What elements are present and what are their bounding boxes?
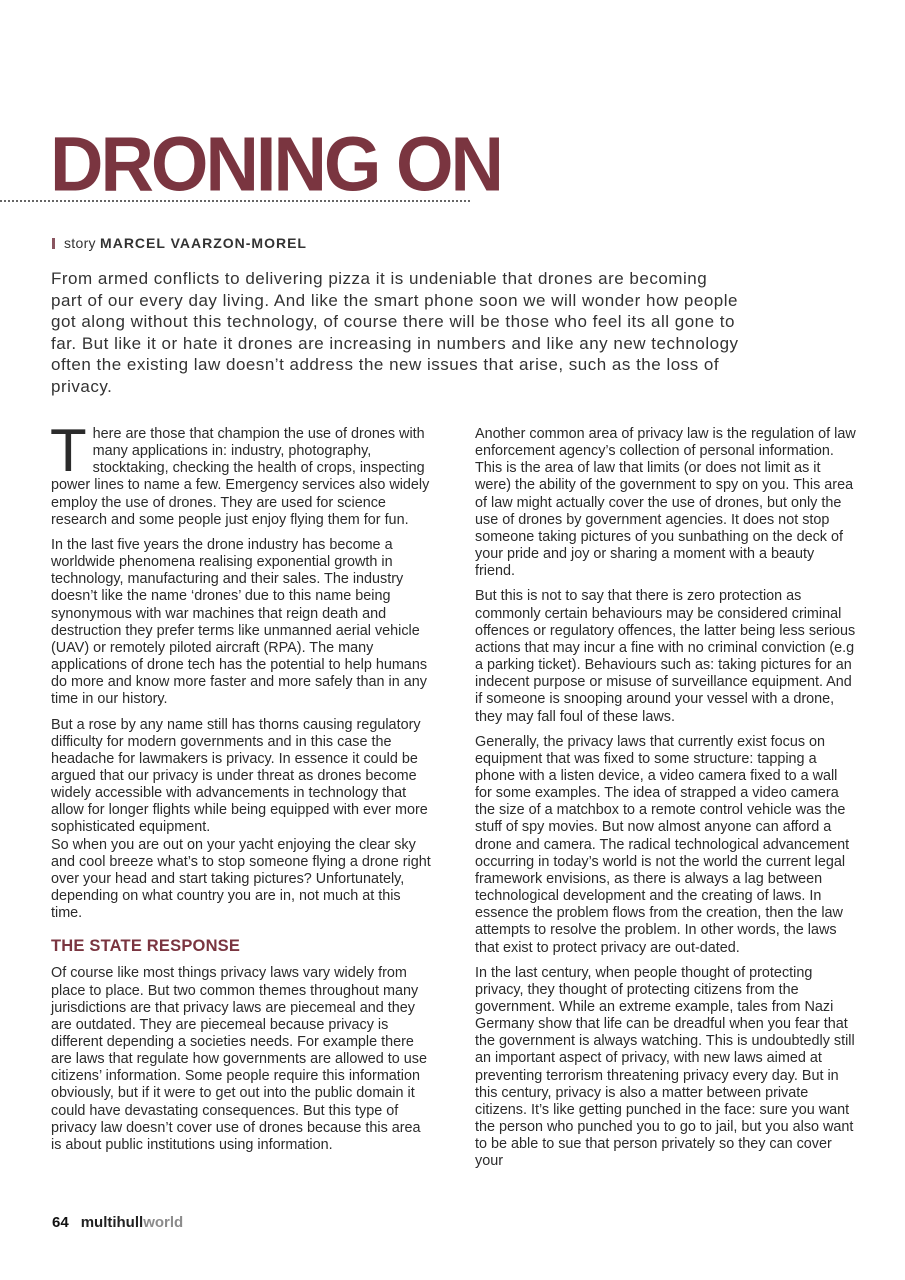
byline-prefix: story — [64, 235, 96, 251]
left-paragraph-1 — [50, 417, 433, 529]
title-dotted-rule — [0, 200, 470, 202]
byline — [52, 235, 307, 251]
article-title: DRONING ON — [50, 120, 501, 208]
brand-bold: multihull — [80, 1214, 144, 1231]
right-paragraph-3: Generally, the privacy laws that currently exist focus on equipment that was fixed to some structure: tapping a phone with a listen device, a video camera fixed to a wall for some examples. The idea of strapped a video camera the size of a matchbox to a remote control vehicle was the stuff of spy movies. But now almost anyone can afford a drone and camera. The radical technological advancement occurring in today’s world is not the world the current legal framework envisions, as there is always a lag between technological development and the creating of laws. In essence the problem flows from the creation, then the law attempts to resolve the problem. In other words, the laws that exist to protect privacy are out-dated. — [475, 733, 850, 956]
right-paragraph-1: Another common area of privacy law is the regulation of law enforcement agency’s collection of personal information. This is the area of law that limits (or does not limit as it were) the ability of the government to spy on you. This area of law might actually cover the use of drones, but only the use of drones by government agencies. It does not stop someone taking pictures of you sunbathing on the deck of your pride and joy or sharing a moment with a beauty friend. — [475, 426, 856, 580]
right-paragraph-2: But this is not to say that there is zero protection as commonly certain behaviours may be considered criminal offences or regulatory offences, the latter being less serious actions that may incur a fine with no criminal conviction (e.g a parking ticket). Behaviours such as: taking pictures for an indecent purpose or misuse of surveillance equipment. And if someone is snooping around your vessel with a drone, they may fall foul of these laws. — [475, 588, 856, 725]
right-paragraph-4: In the last century, when people thought of protecting privacy, they thought of protecting citizens from the government. While an extreme example, tales from Nazi Germany show that life can be dreadful when you fear that the government is always watching. This is undoubtedly still an important aspect of privacy, with new laws aimed at preventing terrorism threatening privacy every day. But in this century, privacy is also a matter between private citizens. It’s like getting punched in the face: sure you want the person who punched you to go to jail, but you also want to be able to sue that person privately so they can cover your — [475, 964, 855, 1170]
left-paragraph-5: Of course like most things privacy laws vary widely from place to place. But two common themes throughout many jurisdictions are that privacy laws are piecemeal and they are outdated. They are piecemeal because privacy is different depending a societies needs. For example there are laws that regulate how governments are allowed to use citizens’ information. Some people require this information obviously, but if it were to get out into the public domain it could have devastating consequences. But this type of privacy law doesn’t cover use of drones because this area is about public institutions using information. — [51, 965, 427, 1153]
left-column — [50, 417, 433, 1162]
intro-paragraph: From armed conflicts to delivering pizza it is undeniable that drones are becoming part of our every day living. And like the smart phone soon we will wonder how people got along without this technology, of course there will be those who feel its all gone to far. But like it or hate it drones are increasing in numbers and like any new technology often the existing law doesn’t address the new issues that arise, such as the loss of privacy. — [51, 269, 739, 396]
left-paragraph-3: But a rose by any name still has thorns causing regulatory difficulty for modern governments and in this case the headache for lawmakers is privacy. In essence it could be argued that our privacy is under threat as drones become widely accessible with advancements in technology that allow for longer flights while being equipped with ever more sophisticated equipment. — [51, 716, 428, 836]
brand-light: world — [143, 1214, 184, 1231]
page-number: 64 — [52, 1214, 69, 1231]
left-paragraph-1-text: here are those that champion the use of drones with many applications in: industry, photography, stocktaking, checking the health of crops, inspecting power lines to name a few. Emergency services also widely employ the use of drones. They are used for science research and some people just enjoy flying them for fun. — [51, 426, 430, 528]
byline-bar-icon — [52, 238, 55, 249]
byline-author: MARCEL VAARZON-MOREL — [100, 235, 307, 251]
drop-cap: T — [50, 417, 87, 484]
section-subhead: THE STATE RESPONSE — [51, 937, 241, 956]
left-paragraph-4: So when you are out on your yacht enjoying the clear sky and cool breeze what’s to stop someone flying a drone right over your head and start taking pictures? Unfortunately, depending on what country you are in, not much at this time. — [51, 836, 431, 922]
right-column — [475, 426, 858, 1179]
page-footer — [52, 1214, 183, 1232]
left-paragraph-2: In the last five years the drone industry has become a worldwide phenomena realising exponential growth in technology, manufacturing and their sales. The industry doesn’t like the name ‘drones’ due to this name being synonymous with war machines that reign death and destruction they prefer terms like unmanned aerial vehicle (UAV) or remotely piloted aircraft (RPA). The many applications of drone tech has the potential to help humans do more and know more faster and more safely than in any time in our history. — [51, 536, 428, 708]
